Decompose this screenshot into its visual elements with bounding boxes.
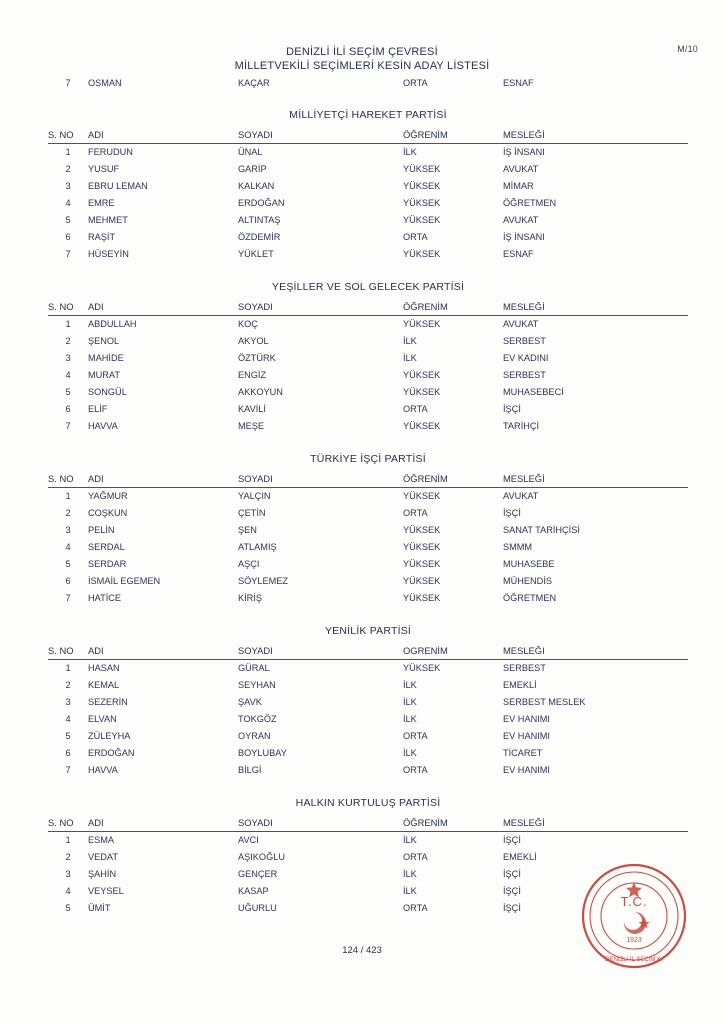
cell-education: YÜKSEK	[403, 593, 441, 603]
cell-occupation: SERBEST	[503, 370, 546, 380]
cell-first-name: FERUDUN	[88, 147, 133, 157]
candidates-table	[48, 643, 688, 779]
table-row	[48, 144, 688, 162]
cell-first-name: COŞKUN	[88, 508, 128, 518]
cell-last-name: ŞAVK	[238, 697, 262, 707]
cell-education: YÜKSEK	[403, 559, 441, 569]
cell-education: İLK	[403, 353, 417, 363]
cell-last-name: YÜKLET	[238, 249, 274, 259]
cell-first-name: MEHMET	[88, 215, 128, 225]
cell-last-name: AVCI	[238, 835, 259, 845]
table-header-row	[48, 299, 688, 316]
document-content	[48, 76, 688, 919]
cell-last-name: ŞEN	[238, 525, 257, 535]
cell-first-name: ÜMİT	[88, 903, 111, 913]
header-no: S. NO	[48, 127, 88, 144]
header-last-name: SOYADI	[238, 643, 403, 660]
cell-education: ORTA	[403, 78, 428, 88]
table-row	[48, 522, 688, 539]
party-title: YEŞİLLER VE SOL GELECEK PARTİSİ	[271, 281, 465, 293]
table-row	[48, 212, 688, 229]
header-occupation: MESLEĞI	[503, 643, 688, 660]
cell-no: 3	[65, 697, 71, 707]
cell-first-name: ZÜLEYHA	[88, 731, 131, 741]
table-row	[48, 677, 688, 694]
table-row	[48, 832, 688, 850]
header-last-name: SOYADI	[238, 299, 403, 316]
cell-no: 7	[65, 421, 71, 431]
header-last-name: SOYADI	[238, 127, 403, 144]
cell-last-name: AŞÇI	[238, 559, 260, 569]
party-title: HALKIN KURTULUŞ PARTİSİ	[295, 797, 441, 809]
cell-occupation: MUHASEBE	[503, 559, 555, 569]
cell-first-name: VEDAT	[88, 852, 118, 862]
cell-last-name: KAÇAR	[238, 78, 270, 88]
table-row	[48, 229, 688, 246]
table-row	[48, 488, 688, 506]
cell-no: 2	[65, 164, 71, 174]
cell-occupation: İŞÇİ	[503, 835, 521, 845]
cell-last-name: TOKGÖZ	[238, 714, 277, 724]
cell-education: İLK	[403, 835, 417, 845]
cell-no: 2	[65, 852, 71, 862]
cell-education: İLK	[403, 680, 417, 690]
document-title-line1: DENİZLİ İLİ SEÇİM ÇEVRESİ	[286, 46, 438, 58]
cell-education: YÜKSEK	[403, 663, 441, 673]
table-row	[48, 401, 688, 418]
cell-occupation: EV HANIMI	[503, 765, 550, 775]
cell-first-name: RAŞİT	[88, 232, 116, 242]
cell-no: 1	[65, 491, 71, 501]
cell-no: 7	[65, 765, 71, 775]
header-no: S. NO	[48, 815, 88, 832]
cell-first-name: VEYSEL	[88, 886, 124, 896]
cell-last-name: ÖZDEMİR	[238, 232, 281, 242]
cell-first-name: ERDOĞAN	[88, 748, 135, 758]
cell-education: İLK	[403, 697, 417, 707]
table-row	[48, 195, 688, 212]
cell-occupation: İŞ İNSANI	[503, 232, 545, 242]
header-last-name: SOYADI	[238, 815, 403, 832]
table-row	[48, 367, 688, 384]
cell-last-name: BİLGİ	[238, 765, 262, 775]
cell-occupation: İŞÇİ	[503, 886, 521, 896]
header-education: ÖĞRENİM	[403, 471, 503, 488]
cell-education: ORTA	[403, 852, 428, 862]
table-row	[48, 762, 688, 779]
page-number: 124 / 423	[342, 945, 382, 956]
cell-education: YÜKSEK	[403, 491, 441, 501]
cell-no: 1	[65, 835, 71, 845]
cell-education: İLK	[403, 869, 417, 879]
table-row	[48, 246, 688, 263]
cell-occupation: TİCARET	[503, 748, 543, 758]
candidates-table	[48, 471, 688, 607]
cell-last-name: SEYHAN	[238, 680, 276, 690]
cell-education: YÜKSEK	[403, 215, 441, 225]
cell-last-name: ÜNAL	[238, 147, 263, 157]
cell-education: İLK	[403, 886, 417, 896]
cell-first-name: EMRE	[88, 198, 115, 208]
cell-occupation: TARİHÇİ	[503, 421, 540, 431]
table-header-row	[48, 643, 688, 660]
table-row	[48, 660, 688, 678]
cell-education: ORTA	[403, 404, 428, 414]
continuation-table	[48, 76, 688, 91]
cell-occupation: İŞÇİ	[503, 903, 521, 913]
cell-occupation: İŞ İNSANI	[503, 147, 545, 157]
cell-first-name: SEZERİN	[88, 697, 128, 707]
cell-no: 4	[65, 886, 71, 896]
cell-occupation: SMMM	[503, 542, 533, 552]
cell-no: 1	[65, 319, 71, 329]
table-row	[48, 590, 688, 607]
cell-last-name: KALKAN	[238, 181, 275, 191]
header-occupation: MESLEĞİ	[503, 127, 688, 144]
svg-text:DENİZLİ İL SEÇİM K.: DENİZLİ İL SEÇİM K.	[605, 957, 663, 963]
cell-education: YÜKSEK	[403, 576, 441, 586]
cell-occupation: İŞÇİ	[503, 508, 521, 518]
cell-occupation: SERBEST	[503, 336, 546, 346]
cell-no: 6	[65, 232, 71, 242]
cell-first-name: MURAT	[88, 370, 120, 380]
cell-first-name: EBRU LEMAN	[88, 181, 148, 191]
cell-first-name: YUSUF	[88, 164, 120, 174]
header-first-name: ADI	[88, 643, 238, 660]
table-row	[48, 728, 688, 745]
cell-last-name: ATLAMIŞ	[238, 542, 277, 552]
cell-first-name: ESMA	[88, 835, 115, 845]
table-row	[48, 161, 688, 178]
cell-no: 1	[65, 663, 71, 673]
cell-education: İLK	[403, 748, 417, 758]
cell-no: 4	[65, 370, 71, 380]
cell-first-name: HAVVA	[88, 765, 118, 775]
cell-first-name: PELİN	[88, 525, 115, 535]
candidates-table	[48, 127, 688, 263]
cell-education: YÜKSEK	[403, 198, 441, 208]
cell-education: YÜKSEK	[403, 387, 441, 397]
cell-last-name: ERDOĞAN	[238, 198, 285, 208]
header-first-name: ADI	[88, 471, 238, 488]
cell-education: İLK	[403, 336, 417, 346]
cell-occupation: SANAT TARİHÇİSİ	[503, 525, 580, 535]
cell-first-name: ŞENOL	[88, 336, 120, 346]
party-title: MİLLİYETÇİ HAREKET PARTİSİ	[289, 109, 447, 121]
cell-last-name: AKYOL	[238, 336, 269, 346]
cell-last-name: YALÇIN	[238, 491, 271, 501]
table-row	[48, 573, 688, 590]
cell-first-name: OSMAN	[88, 78, 122, 88]
party-section	[48, 625, 688, 779]
cell-no: 2	[65, 336, 71, 346]
cell-occupation: SERBEST MESLEK	[503, 697, 586, 707]
header-education: OGRENİM	[403, 643, 503, 660]
cell-last-name: UĞURLU	[238, 903, 277, 913]
cell-first-name: YAĞMUR	[88, 491, 128, 501]
cell-no: 5	[65, 731, 71, 741]
cell-last-name: KASAP	[238, 886, 269, 896]
cell-occupation: MÜHENDİS	[503, 576, 553, 586]
party-section	[48, 453, 688, 607]
table-row	[48, 418, 688, 435]
document-title-line2: MİLLETVEKİLİ SEÇİMLERİ KESİN ADAY LİSTESİ	[234, 60, 490, 72]
cell-last-name: MEŞE	[238, 421, 265, 431]
candidates-table	[48, 299, 688, 435]
cell-education: YÜKSEK	[403, 370, 441, 380]
table-row	[48, 556, 688, 573]
table-row	[48, 745, 688, 762]
cell-first-name: ŞAHİN	[88, 869, 117, 879]
cell-education: YÜKSEK	[403, 525, 441, 535]
official-seal	[580, 862, 688, 970]
table-row	[48, 316, 688, 334]
cell-no: 5	[65, 903, 71, 913]
header-education: ÖĞRENİM	[403, 815, 503, 832]
cell-last-name: ENGİZ	[238, 370, 267, 380]
cell-education: ORTA	[403, 232, 428, 242]
cell-last-name: ÖZTÜRK	[238, 353, 276, 363]
svg-text:T.C.: T.C.	[620, 894, 648, 909]
table-row	[48, 384, 688, 401]
cell-education: YÜKSEK	[403, 319, 441, 329]
cell-no: 7	[65, 249, 71, 259]
party-title: TÜRKİYE İŞÇİ PARTİSİ	[310, 453, 426, 465]
cell-last-name: AŞIKOĞLU	[238, 852, 285, 862]
table-header-row	[48, 815, 688, 832]
cell-occupation: AVUKAT	[503, 215, 539, 225]
cell-education: ORTA	[403, 903, 428, 913]
cell-no: 6	[65, 576, 71, 586]
cell-first-name: ELVAN	[88, 714, 117, 724]
cell-last-name: GENÇER	[238, 869, 278, 879]
cell-education: YÜKSEK	[403, 542, 441, 552]
cell-education: YÜKSEK	[403, 164, 441, 174]
cell-occupation: ÖĞRETMEN	[503, 593, 557, 603]
header-first-name: ADI	[88, 299, 238, 316]
cell-occupation: EV HANIMI	[503, 731, 550, 741]
cell-no: 2	[65, 508, 71, 518]
cell-occupation: EMEKLİ	[503, 680, 537, 690]
cell-last-name: KAVİLİ	[238, 404, 266, 414]
table-row	[48, 350, 688, 367]
corner-mark: M/10	[677, 44, 698, 54]
cell-occupation: EV KADINI	[503, 353, 549, 363]
cell-last-name: KİRİŞ	[238, 593, 262, 603]
cell-first-name: HASAN	[88, 663, 120, 673]
header-no: S. NO	[48, 471, 88, 488]
cell-first-name: ABDULLAH	[88, 319, 137, 329]
header-education: ÖĞRENİM	[403, 299, 503, 316]
cell-occupation: İŞÇİ	[503, 404, 521, 414]
cell-last-name: BOYLUBAY	[238, 748, 287, 758]
cell-no: 3	[65, 869, 71, 879]
header-education: ÖĞRENİM	[403, 127, 503, 144]
header-no: S. NO	[48, 643, 88, 660]
header-occupation: MESLEĞİ	[503, 815, 688, 832]
cell-no: 7	[65, 78, 71, 88]
cell-no: 1	[65, 147, 71, 157]
header-first-name: ADI	[88, 127, 238, 144]
cell-first-name: ELİF	[88, 404, 108, 414]
cell-education: YÜKSEK	[403, 421, 441, 431]
cell-occupation: MUHASEBECİ	[503, 387, 564, 397]
cell-occupation: SERBEST	[503, 663, 546, 673]
cell-no: 3	[65, 353, 71, 363]
cell-education: ORTA	[403, 765, 428, 775]
cell-education: ORTA	[403, 731, 428, 741]
cell-occupation: EMEKLİ	[503, 852, 537, 862]
cell-first-name: HÜSEYİN	[88, 249, 129, 259]
svg-text:1923: 1923	[626, 937, 642, 944]
cell-first-name: SERDAR	[88, 559, 127, 569]
cell-education: ORTA	[403, 508, 428, 518]
cell-no: 4	[65, 714, 71, 724]
header-occupation: MESLEĞİ	[503, 299, 688, 316]
cell-no: 7	[65, 593, 71, 603]
cell-last-name: ALTINTAŞ	[238, 215, 281, 225]
document-title	[0, 45, 724, 73]
cell-first-name: İSMAİL EGEMEN	[88, 576, 161, 586]
cell-first-name: SERDAL	[88, 542, 125, 552]
table-row	[48, 711, 688, 728]
cell-no: 6	[65, 404, 71, 414]
cell-no: 5	[65, 387, 71, 397]
cell-education: YÜKSEK	[403, 181, 441, 191]
cell-occupation: AVUKAT	[503, 164, 539, 174]
header-last-name: SOYADI	[238, 471, 403, 488]
cell-last-name: ÇETİN	[238, 508, 266, 518]
cell-occupation: ESNAF	[503, 249, 534, 259]
cell-last-name: AKKOYUN	[238, 387, 283, 397]
cell-no: 2	[65, 680, 71, 690]
table-header-row	[48, 471, 688, 488]
table-row	[48, 333, 688, 350]
table-row	[48, 694, 688, 711]
cell-no: 4	[65, 198, 71, 208]
cell-occupation: EV HANIMI	[503, 714, 550, 724]
cell-no: 6	[65, 748, 71, 758]
table-header-row	[48, 127, 688, 144]
cell-last-name: SÖYLEMEZ	[238, 576, 289, 586]
cell-occupation: AVUKAT	[503, 491, 539, 501]
cell-no: 5	[65, 215, 71, 225]
cell-education: İLK	[403, 147, 417, 157]
table-row	[48, 76, 688, 91]
table-row	[48, 178, 688, 195]
cell-no: 3	[65, 525, 71, 535]
table-row	[48, 505, 688, 522]
cell-last-name: KOÇ	[238, 319, 258, 329]
cell-first-name: MAHİDE	[88, 353, 124, 363]
cell-education: YÜKSEK	[403, 249, 441, 259]
cell-last-name: GARİP	[238, 164, 267, 174]
header-occupation: MESLEĞİ	[503, 471, 688, 488]
cell-first-name: KEMAL	[88, 680, 120, 690]
cell-occupation: ÖĞRETMEN	[503, 198, 557, 208]
party-section	[48, 109, 688, 263]
header-first-name: ADI	[88, 815, 238, 832]
cell-no: 3	[65, 181, 71, 191]
header-no: S. NO	[48, 299, 88, 316]
cell-no: 5	[65, 559, 71, 569]
cell-occupation: MİMAR	[503, 181, 534, 191]
cell-first-name: SONGÜL	[88, 387, 127, 397]
cell-occupation: AVUKAT	[503, 319, 539, 329]
cell-occupation: İŞÇİ	[503, 869, 521, 879]
party-title: YENİLİK PARTİSİ	[324, 625, 412, 637]
cell-education: İLK	[403, 714, 417, 724]
cell-first-name: HAVVA	[88, 421, 118, 431]
cell-first-name: HATİCE	[88, 593, 122, 603]
cell-last-name: GÜRAL	[238, 663, 270, 673]
party-section	[48, 281, 688, 435]
cell-last-name: OYRAN	[238, 731, 271, 741]
table-row	[48, 539, 688, 556]
cell-occupation: ESNAF	[503, 78, 534, 88]
cell-no: 4	[65, 542, 71, 552]
